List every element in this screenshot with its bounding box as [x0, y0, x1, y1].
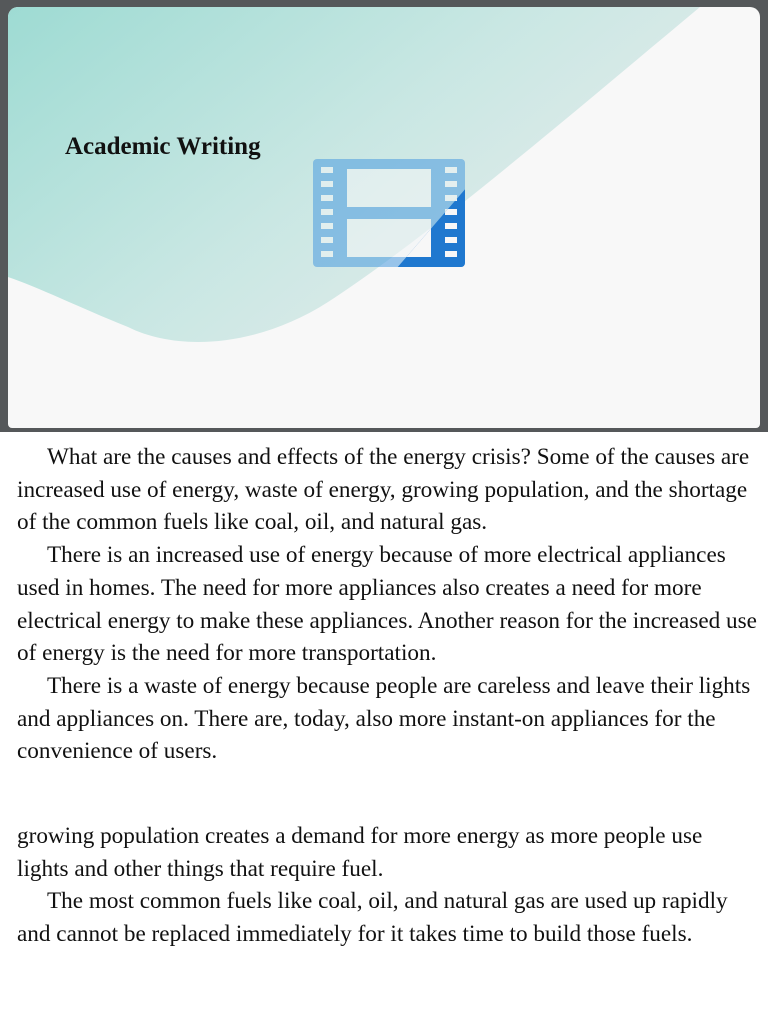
- page-break-gap: [17, 768, 757, 820]
- paragraph: growing population creates a demand for more energy as more people use lights and other things that require fuel.: [17, 823, 703, 882]
- paragraph: There is a waste of energy because people are careless and leave their lights and appliances on. There are, today, also more instant-on appliances for the convenience of users.: [17, 672, 751, 765]
- essay-body: [17, 441, 757, 951]
- slide-title: Academic Writing: [65, 133, 261, 160]
- paragraph: What are the causes and effects of the energy crisis? Some of the causes are increased use of energy, waste of energy, growing population, and the shortage of the common fuels like coal, oil, and natural gas.: [17, 444, 750, 536]
- paragraph: The most common fuels like coal, oil, and natural gas are used up rapidly and cannot be replaced immediately for it takes time to build those fuels.: [17, 888, 728, 948]
- film-strip-icon: [311, 157, 467, 269]
- slide-canvas: [8, 7, 760, 428]
- paragraph: There is an increased use of energy because of more electrical appliances used in homes. The need for more appliances also creates a need for more electrical energy to make these appliances. Another reason for the increased use of energy is the need for more transportation.: [17, 542, 757, 667]
- slide-preview: [0, 0, 768, 432]
